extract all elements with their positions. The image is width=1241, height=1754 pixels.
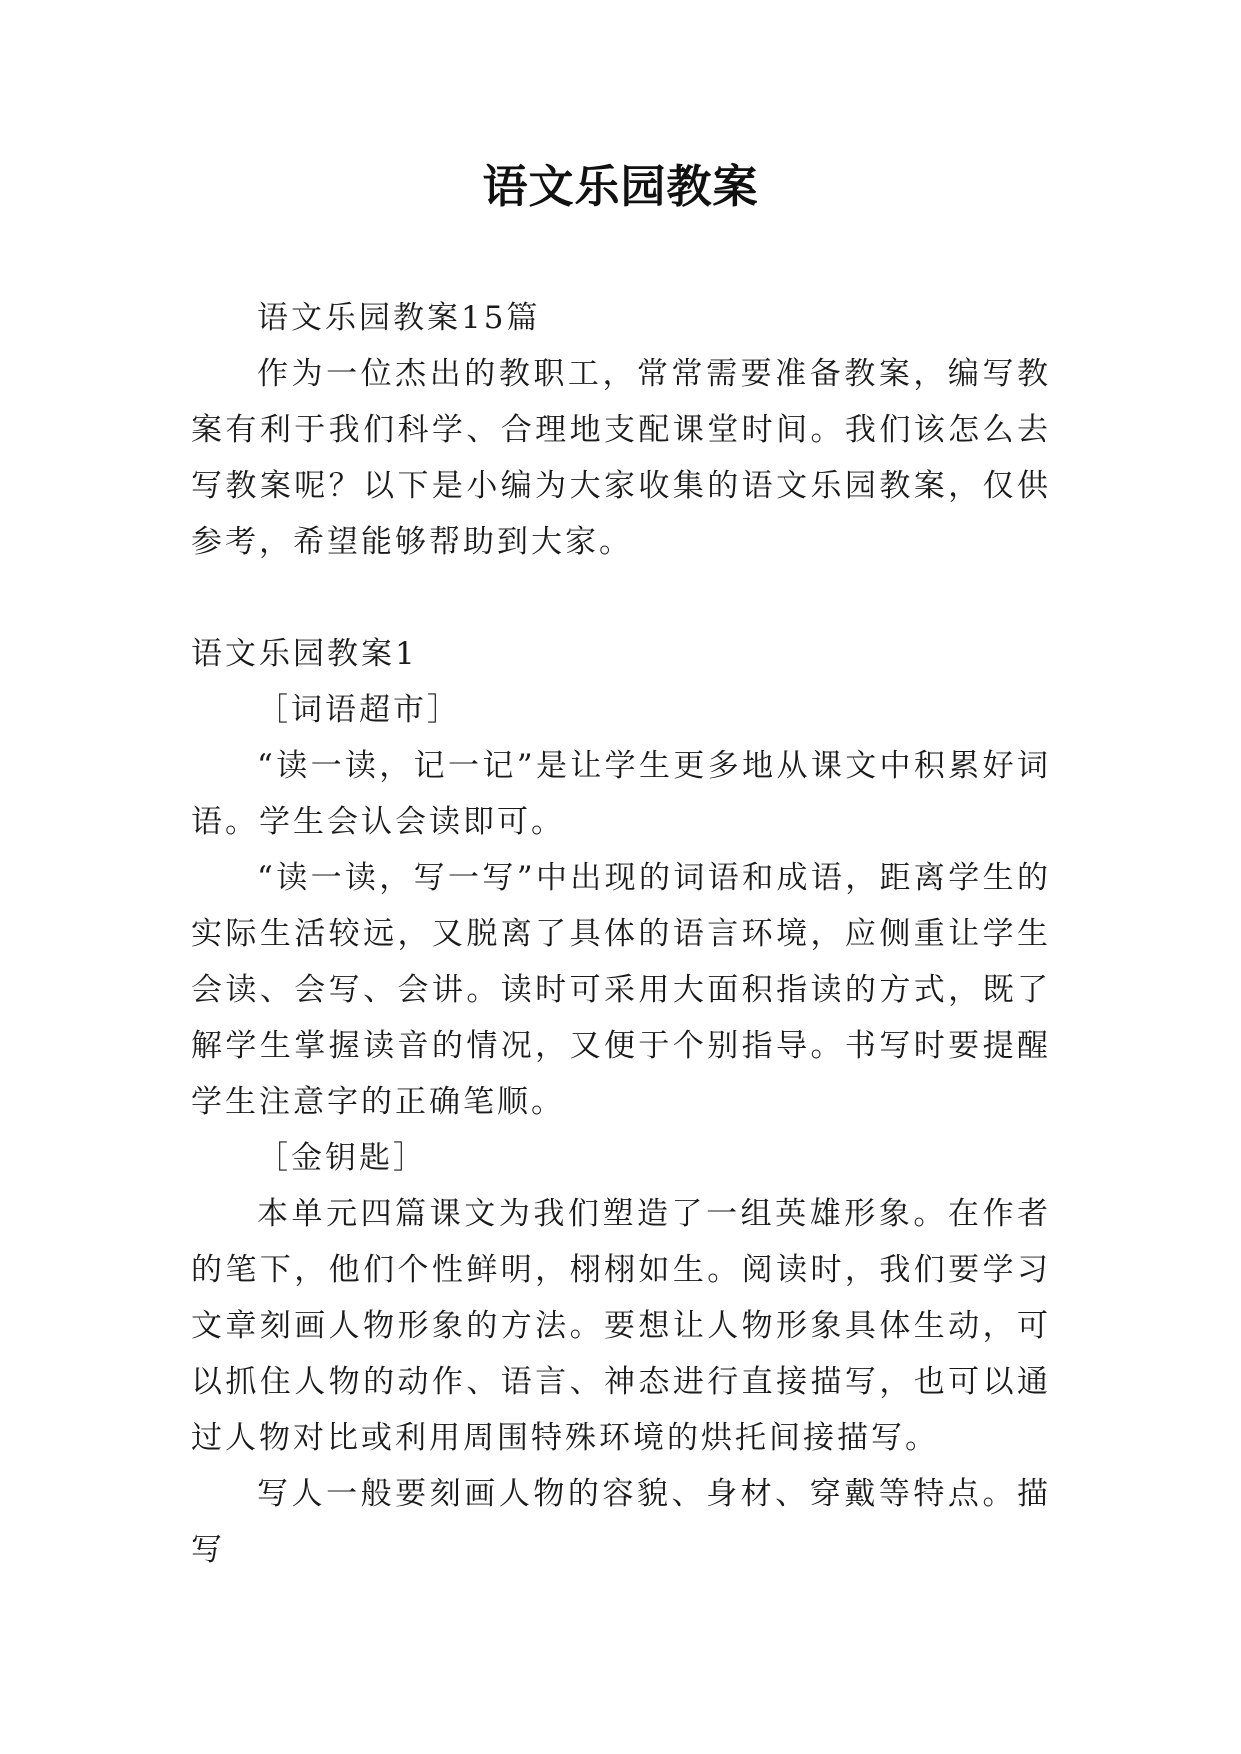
paragraph: “读一读，记一记”是让学生更多地从课文中积累好词语。学生会认会读即可。 [191,748,1051,840]
subtitle: 语文乐园教案15篇 [257,300,541,336]
paragraph: 本单元四篇课文为我们塑造了一组英雄形象。在作者的笔下，他们个性鲜明，栩栩如生。阅读时，我们要学习文章刻画人物形象的方法。要想让人物形象具体生动，可以抓住人物的动作、语言、神态进行直接描写，也可以通过人物对比或利用周围特殊环境的烘托间接描写。 [191,1196,1051,1456]
paragraph: 写人一般要刻画人物的容貌、身材、穿戴等特点。描写 [191,1476,1051,1568]
subheading-golden-key: ［金钥匙］ [257,1140,427,1176]
intro-paragraph: 作为一位杰出的教职工，常常需要准备教案，编写教案有利于我们科学、合理地支配课堂时间。我们该怎么去写教案呢？以下是小编为大家收集的语文乐园教案，仅供参考，希望能够帮助到大家。 [191,356,1051,560]
paragraph-gap [191,570,1051,626]
subheading-word-market: ［词语超市］ [257,692,461,728]
document-body [191,290,1051,1578]
section-heading: 语文乐园教案1 [191,636,418,672]
document-title: 语文乐园教案 [482,160,759,213]
paragraph: “读一读，写一写”中出现的词语和成语，距离学生的实际生活较远，又脱离了具体的语言环境，应侧重让学生会读、会写、会讲。读时可采用大面积指读的方式，既了解学生掌握读音的情况，又便于个别指导。书写时要提醒学生注意字的正确笔顺。 [191,860,1051,1120]
